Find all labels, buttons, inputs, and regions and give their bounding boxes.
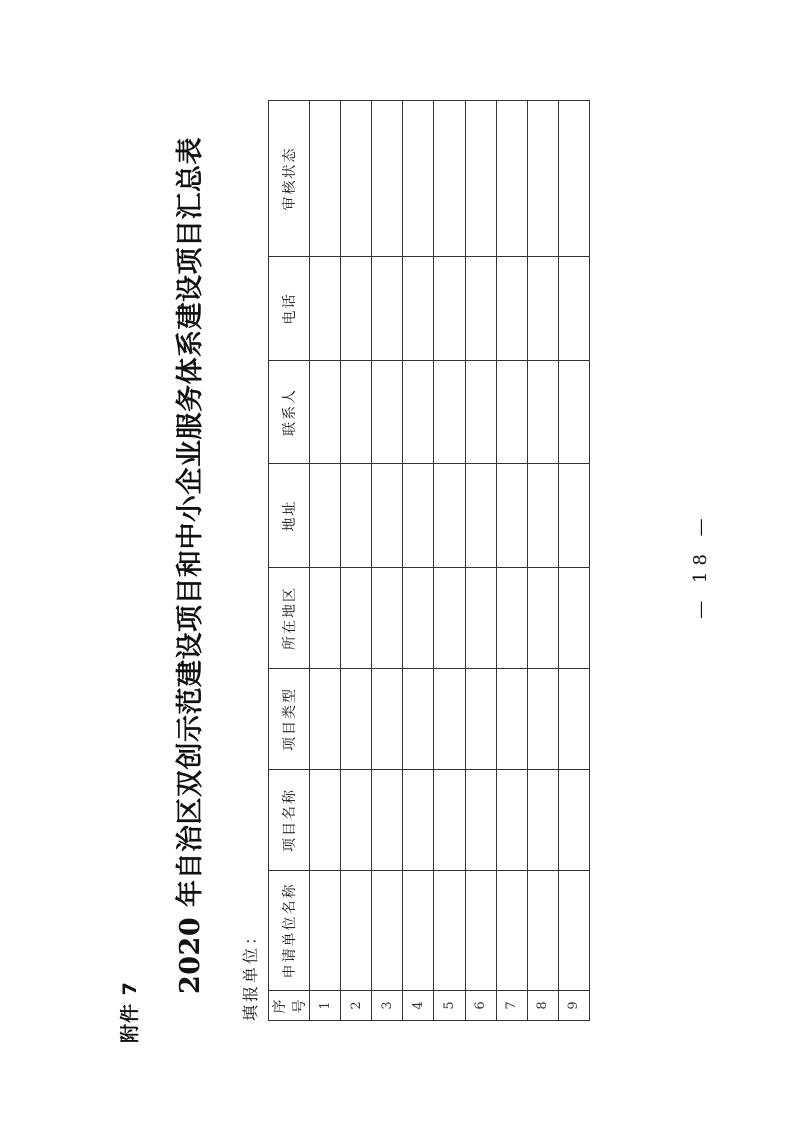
document-title: 2020 年自治区双创示范建设项目和中小企业服务体系建设项目汇总表	[175, 136, 206, 995]
cell-contact[interactable]	[558, 361, 589, 464]
cell-phone[interactable]	[465, 257, 496, 361]
cell-phone[interactable]	[310, 257, 341, 361]
cell-project-type[interactable]	[558, 669, 589, 770]
cell-region[interactable]	[310, 568, 341, 669]
cell-region[interactable]	[403, 568, 434, 669]
cell-project-type[interactable]	[341, 669, 372, 770]
table-row	[465, 101, 496, 1021]
row-seq: 3	[372, 991, 403, 1021]
cell-address[interactable]	[310, 464, 341, 568]
header-applicant: 申请单位名称	[269, 871, 310, 991]
row-seq: 1	[310, 991, 341, 1021]
table-row	[341, 101, 372, 1021]
cell-project-name[interactable]	[496, 770, 527, 871]
cell-project-type[interactable]	[310, 669, 341, 770]
cell-project-name[interactable]	[465, 770, 496, 871]
table-row	[403, 101, 434, 1021]
cell-region[interactable]	[496, 568, 527, 669]
cell-applicant[interactable]	[310, 871, 341, 991]
cell-project-name[interactable]	[403, 770, 434, 871]
header-region: 所在地区	[269, 568, 310, 669]
cell-contact[interactable]	[403, 361, 434, 464]
header-address: 地址	[269, 464, 310, 568]
table-row	[527, 101, 558, 1021]
row-seq: 9	[558, 991, 589, 1021]
header-project-type: 项目类型	[269, 669, 310, 770]
row-seq: 8	[527, 991, 558, 1021]
cell-project-name[interactable]	[372, 770, 403, 871]
cell-region[interactable]	[434, 568, 465, 669]
cell-review-status[interactable]	[558, 101, 589, 257]
cell-project-name[interactable]	[310, 770, 341, 871]
fill-unit-label: 填报单位：	[241, 925, 260, 1021]
row-seq: 2	[341, 991, 372, 1021]
table-header-row	[269, 101, 310, 1021]
cell-address[interactable]	[496, 464, 527, 568]
cell-phone[interactable]	[527, 257, 558, 361]
cell-phone[interactable]	[558, 257, 589, 361]
cell-project-type[interactable]	[465, 669, 496, 770]
cell-phone[interactable]	[434, 257, 465, 361]
cell-contact[interactable]	[465, 361, 496, 464]
cell-project-name[interactable]	[341, 770, 372, 871]
row-seq: 5	[434, 991, 465, 1021]
cell-region[interactable]	[527, 568, 558, 669]
cell-applicant[interactable]	[434, 871, 465, 991]
cell-phone[interactable]	[403, 257, 434, 361]
cell-project-type[interactable]	[372, 669, 403, 770]
page-number: — 18 —	[690, 512, 711, 619]
cell-address[interactable]	[527, 464, 558, 568]
header-review-status: 审核状态	[269, 101, 310, 257]
cell-project-name[interactable]	[558, 770, 589, 871]
cell-project-name[interactable]	[527, 770, 558, 871]
cell-project-type[interactable]	[496, 669, 527, 770]
cell-applicant[interactable]	[341, 871, 372, 991]
header-phone: 电话	[269, 257, 310, 361]
cell-phone[interactable]	[341, 257, 372, 361]
cell-project-name[interactable]	[434, 770, 465, 871]
cell-applicant[interactable]	[496, 871, 527, 991]
cell-review-status[interactable]	[434, 101, 465, 257]
row-seq: 6	[465, 991, 496, 1021]
cell-review-status[interactable]	[403, 101, 434, 257]
cell-address[interactable]	[372, 464, 403, 568]
table-row	[496, 101, 527, 1021]
cell-applicant[interactable]	[372, 871, 403, 991]
header-project-name: 项目名称	[269, 770, 310, 871]
cell-region[interactable]	[558, 568, 589, 669]
table-row	[434, 101, 465, 1021]
cell-address[interactable]	[434, 464, 465, 568]
cell-review-status[interactable]	[496, 101, 527, 257]
cell-contact[interactable]	[434, 361, 465, 464]
header-contact: 联系人	[269, 361, 310, 464]
cell-address[interactable]	[558, 464, 589, 568]
cell-review-status[interactable]	[310, 101, 341, 257]
header-seq: 序号	[269, 991, 310, 1021]
cell-phone[interactable]	[372, 257, 403, 361]
cell-address[interactable]	[465, 464, 496, 568]
cell-contact[interactable]	[372, 361, 403, 464]
cell-contact[interactable]	[341, 361, 372, 464]
cell-project-type[interactable]	[434, 669, 465, 770]
cell-review-status[interactable]	[465, 101, 496, 257]
cell-applicant[interactable]	[403, 871, 434, 991]
cell-applicant[interactable]	[558, 871, 589, 991]
table-row	[372, 101, 403, 1021]
cell-review-status[interactable]	[372, 101, 403, 257]
cell-project-type[interactable]	[403, 669, 434, 770]
cell-applicant[interactable]	[465, 871, 496, 991]
cell-address[interactable]	[341, 464, 372, 568]
cell-review-status[interactable]	[527, 101, 558, 257]
cell-region[interactable]	[372, 568, 403, 669]
cell-project-type[interactable]	[527, 669, 558, 770]
cell-phone[interactable]	[496, 257, 527, 361]
cell-region[interactable]	[341, 568, 372, 669]
row-seq: 7	[496, 991, 527, 1021]
cell-contact[interactable]	[310, 361, 341, 464]
cell-applicant[interactable]	[527, 871, 558, 991]
attachment-label: 附件 7	[119, 981, 141, 1043]
cell-contact[interactable]	[496, 361, 527, 464]
cell-contact[interactable]	[527, 361, 558, 464]
cell-review-status[interactable]	[341, 101, 372, 257]
summary-table	[268, 100, 590, 1021]
cell-region[interactable]	[465, 568, 496, 669]
table-row	[558, 101, 589, 1021]
row-seq: 4	[403, 991, 434, 1021]
table-row	[310, 101, 341, 1021]
cell-address[interactable]	[403, 464, 434, 568]
